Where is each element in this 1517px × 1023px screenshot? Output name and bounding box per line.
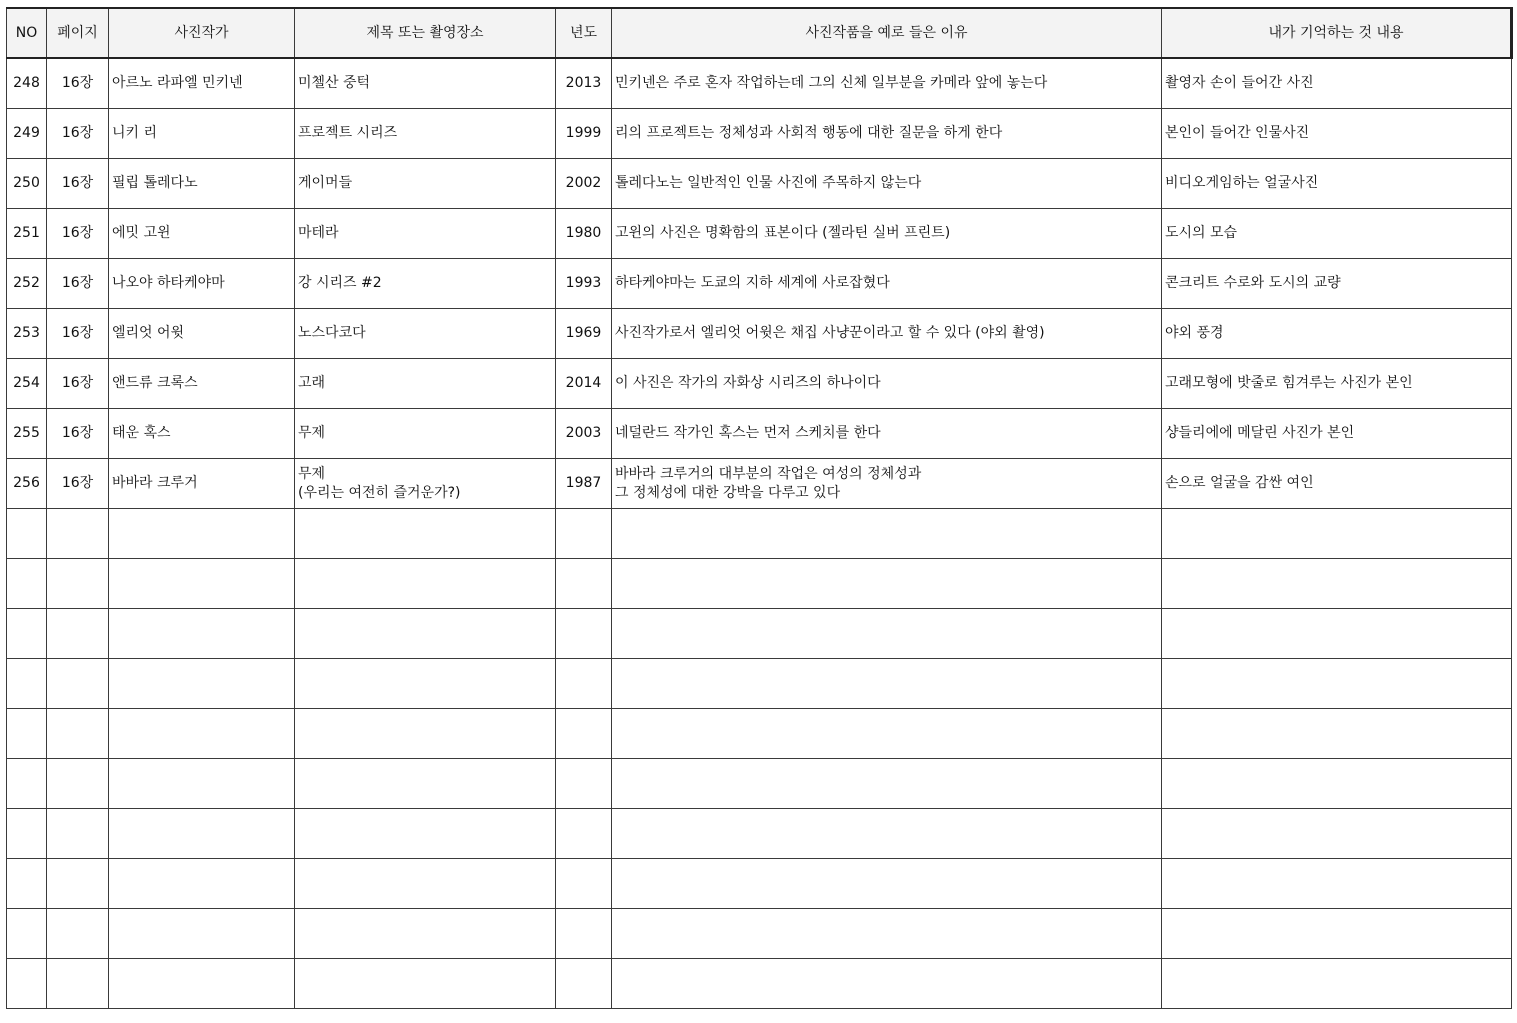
empty-table-row	[7, 909, 1512, 959]
cell-photographer[interactable]: 바바라 크루거	[109, 459, 295, 509]
cell-reason[interactable]	[612, 859, 1162, 909]
cell-reason[interactable]	[612, 509, 1162, 559]
photo-works-table	[6, 7, 1513, 1009]
cell-title[interactable]	[295, 259, 556, 309]
header-row	[7, 8, 1512, 58]
cell-page[interactable]: 16장	[47, 259, 109, 309]
header-no[interactable]: NO	[7, 8, 47, 58]
cell-photographer[interactable]: 앤드류 크록스	[109, 359, 295, 409]
cell-photographer[interactable]	[109, 659, 295, 709]
cell-no[interactable]: 251	[7, 209, 47, 259]
cell-year[interactable]	[556, 959, 612, 1009]
table-row	[7, 359, 1512, 409]
cell-title-line: 마테라	[298, 225, 339, 241]
cell-reason-line: 사진작가로서 엘리엇 어윗은 채집 사냥꾼이라고 할 수 있다 (야외 촬영)	[615, 325, 1045, 341]
header-title[interactable]: 제목 또는 촬영장소	[295, 8, 556, 58]
cell-page[interactable]: 16장	[47, 359, 109, 409]
cell-no[interactable]	[7, 959, 47, 1009]
cell-no[interactable]	[7, 609, 47, 659]
cell-memory[interactable]: 콘크리트 수로와 도시의 교량	[1162, 259, 1512, 309]
table-row	[7, 109, 1512, 159]
header-photographer[interactable]: 사진작가	[109, 8, 295, 58]
cell-page[interactable]: 16장	[47, 409, 109, 459]
cell-reason-line: 리의 프로젝트는 정체성과 사회적 행동에 대한 질문을 하게 한다	[615, 125, 1003, 141]
cell-year[interactable]	[556, 659, 612, 709]
cell-year[interactable]: 1987	[556, 459, 612, 509]
cell-title[interactable]	[295, 709, 556, 759]
cell-memory[interactable]	[1162, 509, 1512, 559]
cell-page[interactable]	[47, 509, 109, 559]
cell-reason-line: 민키넨은 주로 혼자 작업하는데 그의 신체 일부분을 카메라 앞에 놓는다	[615, 75, 1048, 91]
cell-title[interactable]	[295, 909, 556, 959]
table-row	[7, 309, 1512, 359]
cell-year[interactable]	[556, 709, 612, 759]
empty-table-row	[7, 959, 1512, 1009]
cell-year[interactable]: 1980	[556, 209, 612, 259]
cell-no[interactable]: 256	[7, 459, 47, 509]
cell-title[interactable]	[295, 559, 556, 609]
cell-photographer[interactable]	[109, 959, 295, 1009]
cell-memory[interactable]	[1162, 809, 1512, 859]
cell-reason[interactable]	[612, 459, 1162, 509]
cell-memory[interactable]	[1162, 659, 1512, 709]
cell-memory[interactable]	[1162, 909, 1512, 959]
cell-year[interactable]	[556, 809, 612, 859]
cell-no[interactable]: 253	[7, 309, 47, 359]
cell-page[interactable]	[47, 659, 109, 709]
empty-table-row	[7, 559, 1512, 609]
cell-reason[interactable]	[612, 709, 1162, 759]
cell-title[interactable]	[295, 109, 556, 159]
cell-photographer[interactable]	[109, 709, 295, 759]
cell-page[interactable]: 16장	[47, 159, 109, 209]
cell-reason[interactable]	[612, 909, 1162, 959]
header-year[interactable]: 년도	[556, 8, 612, 58]
cell-title-line: 미첼산 중턱	[298, 75, 371, 91]
cell-year[interactable]: 2014	[556, 359, 612, 409]
cell-page[interactable]	[47, 759, 109, 809]
cell-no[interactable]: 255	[7, 409, 47, 459]
table-row	[7, 159, 1512, 209]
table-row	[7, 259, 1512, 309]
cell-reason-line: 고윈의 사진은 명확함의 표본이다 (젤라틴 실버 프린트)	[615, 225, 951, 241]
cell-memory[interactable]	[1162, 559, 1512, 609]
cell-memory[interactable]	[1162, 709, 1512, 759]
empty-table-row	[7, 659, 1512, 709]
cell-reason[interactable]	[612, 409, 1162, 459]
header-page[interactable]: 페이지	[47, 8, 109, 58]
cell-title[interactable]	[295, 58, 556, 109]
cell-no[interactable]: 248	[7, 58, 47, 109]
cell-year[interactable]: 1999	[556, 109, 612, 159]
empty-table-row	[7, 859, 1512, 909]
cell-no[interactable]	[7, 909, 47, 959]
cell-reason[interactable]	[612, 959, 1162, 1009]
cell-memory[interactable]: 비디오게임하는 얼굴사진	[1162, 159, 1512, 209]
cell-reason-line: 바바라 크루거의 대부분의 작업은 여성의 정체성과	[615, 465, 922, 482]
cell-photographer[interactable]	[109, 909, 295, 959]
cell-title-line: 프로젝트 시리즈	[298, 125, 398, 141]
cell-title[interactable]	[295, 409, 556, 459]
cell-photographer[interactable]: 엘리엇 어윗	[109, 309, 295, 359]
table-row	[7, 209, 1512, 259]
cell-photographer[interactable]: 나오야 하타케야마	[109, 259, 295, 309]
cell-title-line: 무제	[298, 465, 326, 482]
table-body	[7, 58, 1512, 1009]
cell-page[interactable]: 16장	[47, 459, 109, 509]
cell-no[interactable]	[7, 759, 47, 809]
cell-no[interactable]	[7, 659, 47, 709]
cell-no[interactable]: 249	[7, 109, 47, 159]
cell-reason-line: 톨레다노는 일반적인 인물 사진에 주목하지 않는다	[615, 175, 922, 191]
empty-table-row	[7, 509, 1512, 559]
cell-reason-line: 네덜란드 작가인 혹스는 먼저 스케치를 한다	[615, 425, 881, 441]
cell-year[interactable]: 2013	[556, 58, 612, 109]
cell-memory[interactable]	[1162, 959, 1512, 1009]
cell-reason[interactable]	[612, 559, 1162, 609]
cell-reason[interactable]	[612, 659, 1162, 709]
cell-year[interactable]	[556, 609, 612, 659]
cell-title[interactable]	[295, 609, 556, 659]
cell-photographer[interactable]	[109, 759, 295, 809]
cell-photographer[interactable]: 니키 리	[109, 109, 295, 159]
cell-year[interactable]	[556, 509, 612, 559]
cell-year[interactable]	[556, 559, 612, 609]
cell-year[interactable]	[556, 909, 612, 959]
empty-table-row	[7, 709, 1512, 759]
cell-photographer[interactable]	[109, 859, 295, 909]
cell-no[interactable]	[7, 509, 47, 559]
cell-memory[interactable]: 본인이 들어간 인물사진	[1162, 109, 1512, 159]
cell-no[interactable]	[7, 709, 47, 759]
cell-title[interactable]	[295, 959, 556, 1009]
cell-page[interactable]	[47, 909, 109, 959]
cell-title-line: 강 시리즈 #2	[298, 275, 382, 291]
cell-page[interactable]	[47, 959, 109, 1009]
cell-title-line: 노스다코다	[298, 325, 366, 341]
cell-no[interactable]: 252	[7, 259, 47, 309]
cell-reason[interactable]	[612, 109, 1162, 159]
cell-no[interactable]	[7, 559, 47, 609]
cell-photographer[interactable]: 에밋 고윈	[109, 209, 295, 259]
table-row	[7, 459, 1512, 509]
cell-page[interactable]: 16장	[47, 209, 109, 259]
cell-reason[interactable]	[612, 58, 1162, 109]
cell-title-line: 무제	[298, 425, 326, 441]
cell-photographer[interactable]	[109, 509, 295, 559]
cell-page[interactable]: 16장	[47, 109, 109, 159]
cell-page[interactable]	[47, 809, 109, 859]
cell-reason[interactable]	[612, 359, 1162, 409]
empty-table-row	[7, 759, 1512, 809]
cell-reason[interactable]	[612, 309, 1162, 359]
cell-reason[interactable]	[612, 809, 1162, 859]
cell-photographer[interactable]: 아르노 라파엘 민키넨	[109, 58, 295, 109]
empty-table-row	[7, 609, 1512, 659]
cell-photographer[interactable]: 태운 혹스	[109, 409, 295, 459]
cell-memory[interactable]: 도시의 모습	[1162, 209, 1512, 259]
cell-no[interactable]	[7, 809, 47, 859]
cell-title[interactable]	[295, 459, 556, 509]
cell-page[interactable]: 16장	[47, 58, 109, 109]
header-reason[interactable]: 사진작품을 예로 들은 이유	[612, 8, 1162, 58]
cell-photographer[interactable]	[109, 559, 295, 609]
cell-reason-line: 그 정체성에 대한 강박을 다루고 있다	[615, 484, 841, 501]
cell-memory[interactable]: 고래모형에 밧줄로 힘겨루는 사진가 본인	[1162, 359, 1512, 409]
cell-page[interactable]	[47, 609, 109, 659]
cell-memory[interactable]	[1162, 759, 1512, 809]
table-row	[7, 58, 1512, 109]
cell-year[interactable]	[556, 859, 612, 909]
cell-reason-line: 하타케야마는 도쿄의 지하 세계에 사로잡혔다	[615, 275, 890, 291]
cell-memory[interactable]	[1162, 609, 1512, 659]
cell-no[interactable]	[7, 859, 47, 909]
cell-year[interactable]: 2002	[556, 159, 612, 209]
cell-title-line: (우리는 여전히 즐거운가?)	[298, 484, 461, 501]
cell-reason[interactable]	[612, 259, 1162, 309]
cell-memory[interactable]: 야외 풍경	[1162, 309, 1512, 359]
cell-title-line: 게이머들	[298, 175, 353, 191]
cell-memory[interactable]: 샹들리에에 메달린 사진가 본인	[1162, 409, 1512, 459]
cell-title-line: 고래	[298, 375, 326, 391]
cell-year[interactable]: 1993	[556, 259, 612, 309]
cell-title[interactable]	[295, 659, 556, 709]
cell-page[interactable]	[47, 859, 109, 909]
cell-memory[interactable]: 손으로 얼굴을 감싼 여인	[1162, 459, 1512, 509]
cell-title[interactable]	[295, 509, 556, 559]
cell-photographer[interactable]	[109, 809, 295, 859]
cell-reason[interactable]	[612, 609, 1162, 659]
cell-no[interactable]: 250	[7, 159, 47, 209]
cell-title[interactable]	[295, 859, 556, 909]
cell-photographer[interactable]	[109, 609, 295, 659]
cell-title[interactable]	[295, 759, 556, 809]
cell-title[interactable]	[295, 359, 556, 409]
cell-page[interactable]: 16장	[47, 309, 109, 359]
empty-table-row	[7, 809, 1512, 859]
cell-year[interactable]	[556, 759, 612, 809]
table-row	[7, 409, 1512, 459]
cell-title[interactable]	[295, 159, 556, 209]
cell-no[interactable]: 254	[7, 359, 47, 409]
cell-memory[interactable]	[1162, 859, 1512, 909]
cell-year[interactable]: 1969	[556, 309, 612, 359]
cell-memory[interactable]: 촬영자 손이 들어간 사진	[1162, 58, 1512, 109]
cell-reason-line: 이 사진은 작가의 자화상 시리즈의 하나이다	[615, 375, 881, 391]
cell-page[interactable]	[47, 559, 109, 609]
cell-reason[interactable]	[612, 209, 1162, 259]
cell-photographer[interactable]: 필립 톨레다노	[109, 159, 295, 209]
header-memory[interactable]: 내가 기억하는 것 내용	[1162, 8, 1512, 58]
cell-title[interactable]	[295, 309, 556, 359]
cell-page[interactable]	[47, 709, 109, 759]
cell-reason[interactable]	[612, 759, 1162, 809]
cell-year[interactable]: 2003	[556, 409, 612, 459]
cell-reason[interactable]	[612, 159, 1162, 209]
cell-title[interactable]	[295, 209, 556, 259]
cell-title[interactable]	[295, 809, 556, 859]
